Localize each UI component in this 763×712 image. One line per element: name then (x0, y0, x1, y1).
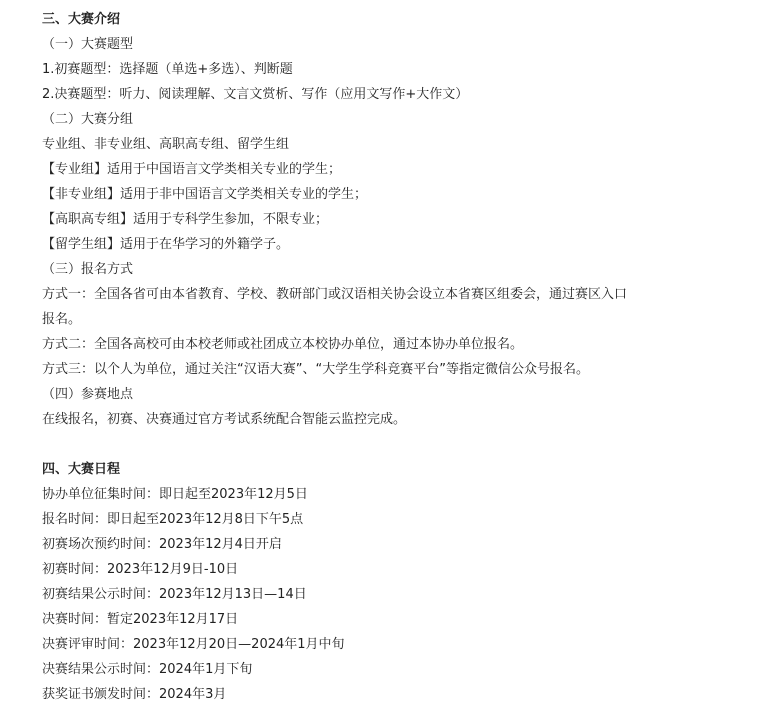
subheading-competition-groups: （二）大赛分组 (42, 112, 134, 127)
section3-heading: 三、大赛介绍 (42, 12, 121, 27)
schedule-item: 协办单位征集时间：即日起至2023年12月5日 (42, 487, 308, 502)
schedule-item: 决赛结果公示时间：2024年1月下旬 (42, 662, 253, 677)
schedule-item: 决赛时间：暂定2023年12月17日 (42, 612, 239, 627)
group-international: 【留学生组】适用于在华学习的外籍学子。 (42, 237, 290, 252)
final-question-types: 2.决赛题型：听力、阅读理解、文言文赏析、写作（应用文写作+大作文） (42, 87, 469, 102)
schedule-item: 初赛场次预约时间：2023年12月4日开启 (42, 537, 282, 552)
venue-description: 在线报名，初赛、决赛通过官方考试系统配合智能云监控完成。 (42, 412, 407, 427)
groups-list: 专业组、非专业组、高职高专组、留学生组 (42, 137, 290, 152)
preliminary-question-types: 1.初赛题型：选择题（单选+多选）、判断题 (42, 62, 293, 77)
group-non-professional: 【非专业组】适用于非中国语言文学类相关专业的学生； (42, 187, 368, 202)
schedule-item: 获奖证书颁发时间：2024年3月 (42, 687, 227, 702)
registration-method-1: 方式一：全国各省可由本省教育、学校、教研部门或汉语相关协会设立本省赛区组委会，通过赛区入口 (42, 287, 628, 302)
subheading-registration: （三）报名方式 (42, 262, 134, 277)
group-vocational: 【高职高专组】适用于专科学生参加，不限专业； (42, 212, 329, 227)
subheading-venue: （四）参赛地点 (42, 387, 134, 402)
registration-method-3: 方式三：以个人为单位，通过关注“汉语大赛”、“大学生学科竞赛平台”等指定微信公众号报名。 (42, 362, 589, 377)
section4-heading: 四、大赛日程 (42, 462, 121, 477)
schedule-item: 报名时间：即日起至2023年12月8日下午5点 (42, 512, 304, 527)
registration-method-1-continued: 报名。 (42, 312, 82, 327)
registration-method-2: 方式二：全国各高校可由本校老师或社团成立本校协办单位，通过本协办单位报名。 (42, 337, 524, 352)
subheading-competition-types: （一）大赛题型 (42, 37, 134, 52)
group-professional: 【专业组】适用于中国语言文学类相关专业的学生； (42, 162, 342, 177)
schedule-item: 初赛结果公示时间：2023年12月13日—14日 (42, 587, 307, 602)
schedule-item: 决赛评审时间：2023年12月20日—2024年1月中旬 (42, 637, 345, 652)
section-spacer (42, 432, 742, 457)
schedule-item: 初赛时间：2023年12月9日-10日 (42, 562, 239, 577)
